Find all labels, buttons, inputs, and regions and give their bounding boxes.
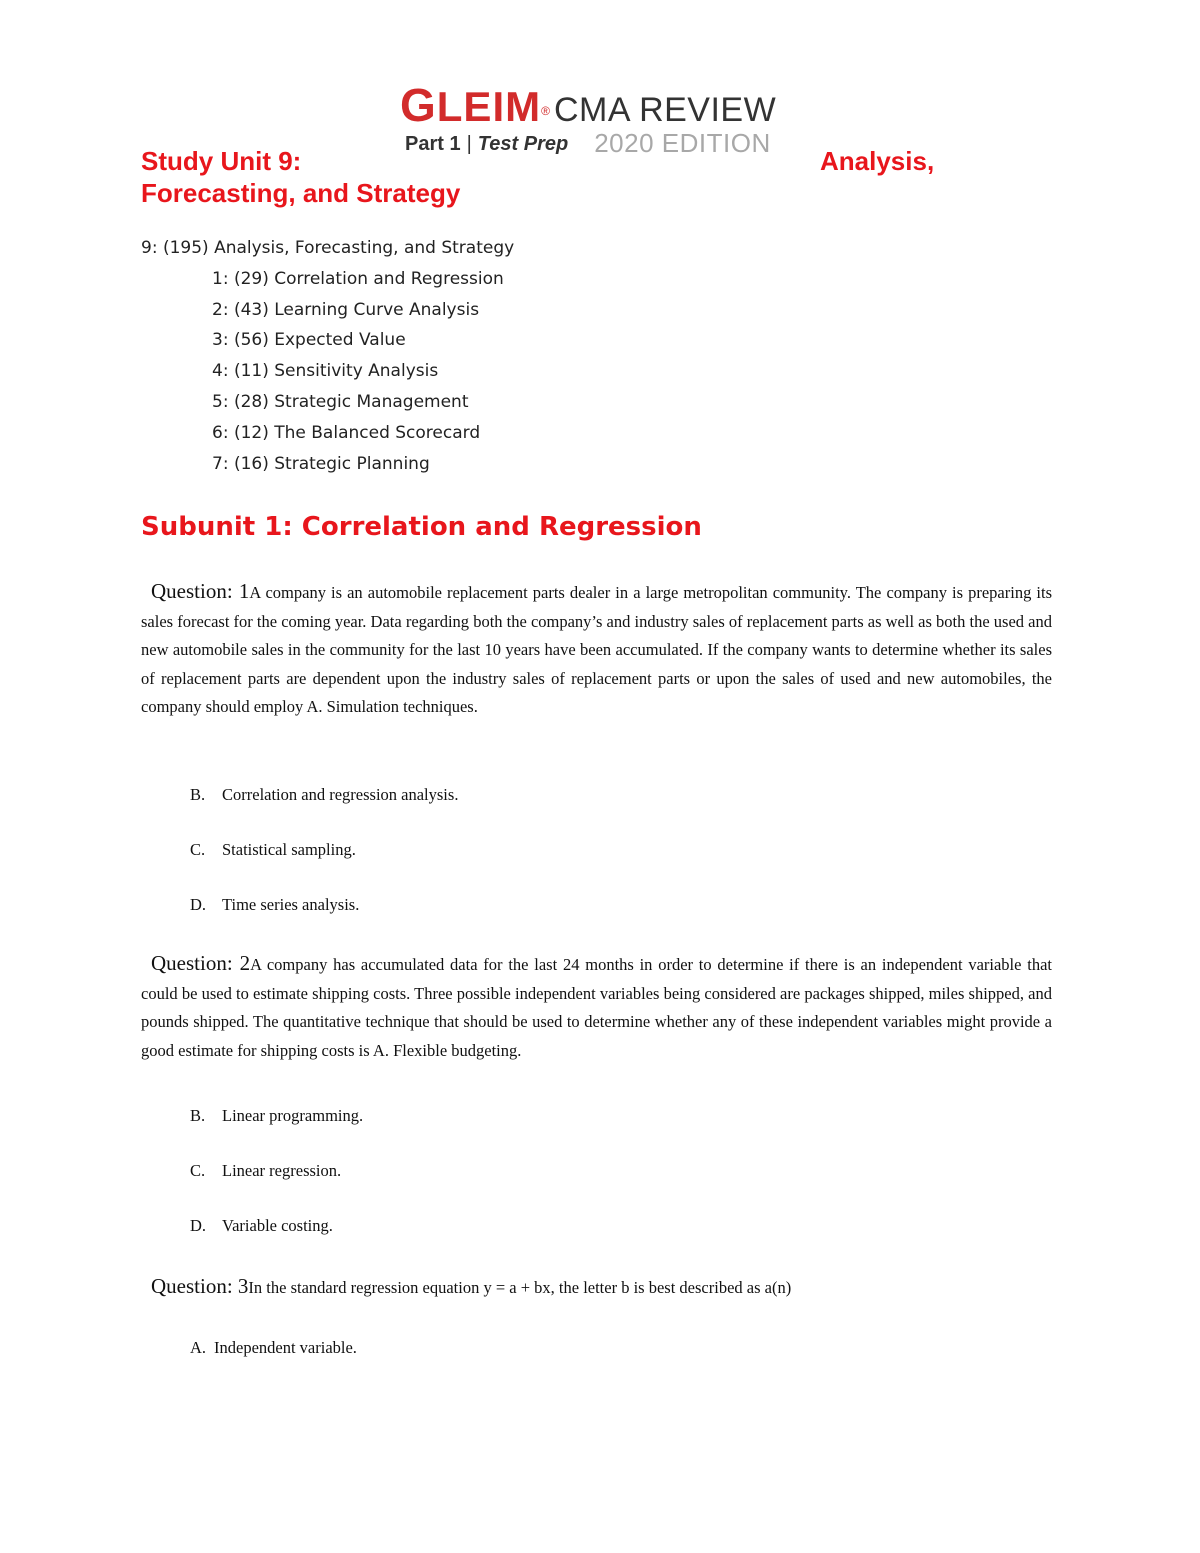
option-letter: B. (190, 785, 206, 804)
toc-item: 5: (28) Strategic Management (212, 392, 469, 412)
logo-brand: GLEIM (400, 79, 542, 131)
toc-item: 3: (56) Expected Value (212, 330, 406, 350)
option-text: Correlation and regression analysis. (222, 785, 459, 804)
answer-option (190, 1338, 357, 1358)
option-letter: A. (190, 1338, 207, 1357)
answer-option (190, 895, 359, 915)
option-text: Linear programming. (222, 1106, 364, 1125)
toc-item: 4: (11) Sensitivity Analysis (212, 361, 439, 381)
question-label: Question: 3 (151, 1274, 249, 1298)
answer-option (190, 1161, 341, 1181)
toc-item: 2: (43) Learning Curve Analysis (212, 300, 480, 320)
option-text: Time series analysis. (222, 895, 360, 914)
question-label: Question: 1 (151, 579, 250, 603)
option-text: Statistical sampling. (222, 840, 356, 859)
logo-product: CMA REVIEW (553, 91, 777, 129)
question-3 (141, 1272, 1052, 1303)
question-text: In the standard regression equation y = a + bx, the letter b is best described as a(n) (248, 1278, 792, 1297)
option-text: Variable costing. (222, 1216, 333, 1235)
toc-item: 1: (29) Correlation and Regression (212, 269, 504, 289)
subtitle: Test Prep (477, 133, 569, 155)
option-text: Linear regression. (222, 1161, 342, 1180)
answer-option (190, 1106, 363, 1126)
answer-option (190, 840, 356, 860)
question-text: A company has accumulated data for the last 24 months in order to determine if there is an independent variable that could be used to estimate shipping costs. Three possible independent variables being considered are packages shipped, miles shipped, and pounds shipped. The quantitative technique that should be used to determine whether any of these independent variables might provide a good estimate for shipping costs is A. Flexible budgeting. (141, 955, 1052, 1060)
option-letter: C. (190, 1161, 206, 1180)
option-letter: B. (190, 1106, 206, 1125)
study-unit-title-right: Analysis, (820, 146, 935, 176)
question-1 (141, 577, 1052, 722)
question-text: A company is an automobile replacement parts dealer in a large metropolitan community. The company is preparing its sales forecast for the coming year. Data regarding both the company’s and industry sales of replacement parts as well as both the used and new automobile sales in the community for the last 10 years have been accumulated. If the company wants to determine whether its sales of replacement parts are dependent upon the industry sales of replacement parts or upon the sales of used and new automobiles, the company should employ A. Simulation techniques. (141, 583, 1052, 716)
part-label: Part 1 (405, 133, 461, 155)
separator: | (466, 133, 472, 155)
edition-line (405, 126, 771, 157)
toc-item: 7: (16) Strategic Planning (212, 454, 430, 474)
study-unit-title-line2: Forecasting, and Strategy (141, 178, 461, 208)
subunit-heading: Subunit 1: Correlation and Regression (141, 512, 702, 542)
option-letter: C. (190, 840, 206, 859)
edition-label: 2020 EDITION (594, 128, 771, 158)
option-text: Independent variable. (214, 1338, 357, 1357)
toc-main: 9: (195) Analysis, Forecasting, and Strategy (141, 238, 515, 258)
question-2 (141, 949, 1052, 1065)
option-letter: D. (190, 1216, 207, 1235)
gleim-logo (400, 78, 776, 132)
question-label: Question: 2 (151, 951, 251, 975)
toc-item: 6: (12) The Balanced Scorecard (212, 423, 481, 443)
answer-option (190, 1216, 333, 1236)
trademark-symbol: ® (541, 103, 550, 118)
option-letter: D. (190, 895, 207, 914)
answer-option (190, 785, 458, 805)
study-unit-title-left: Study Unit 9: (141, 146, 302, 176)
